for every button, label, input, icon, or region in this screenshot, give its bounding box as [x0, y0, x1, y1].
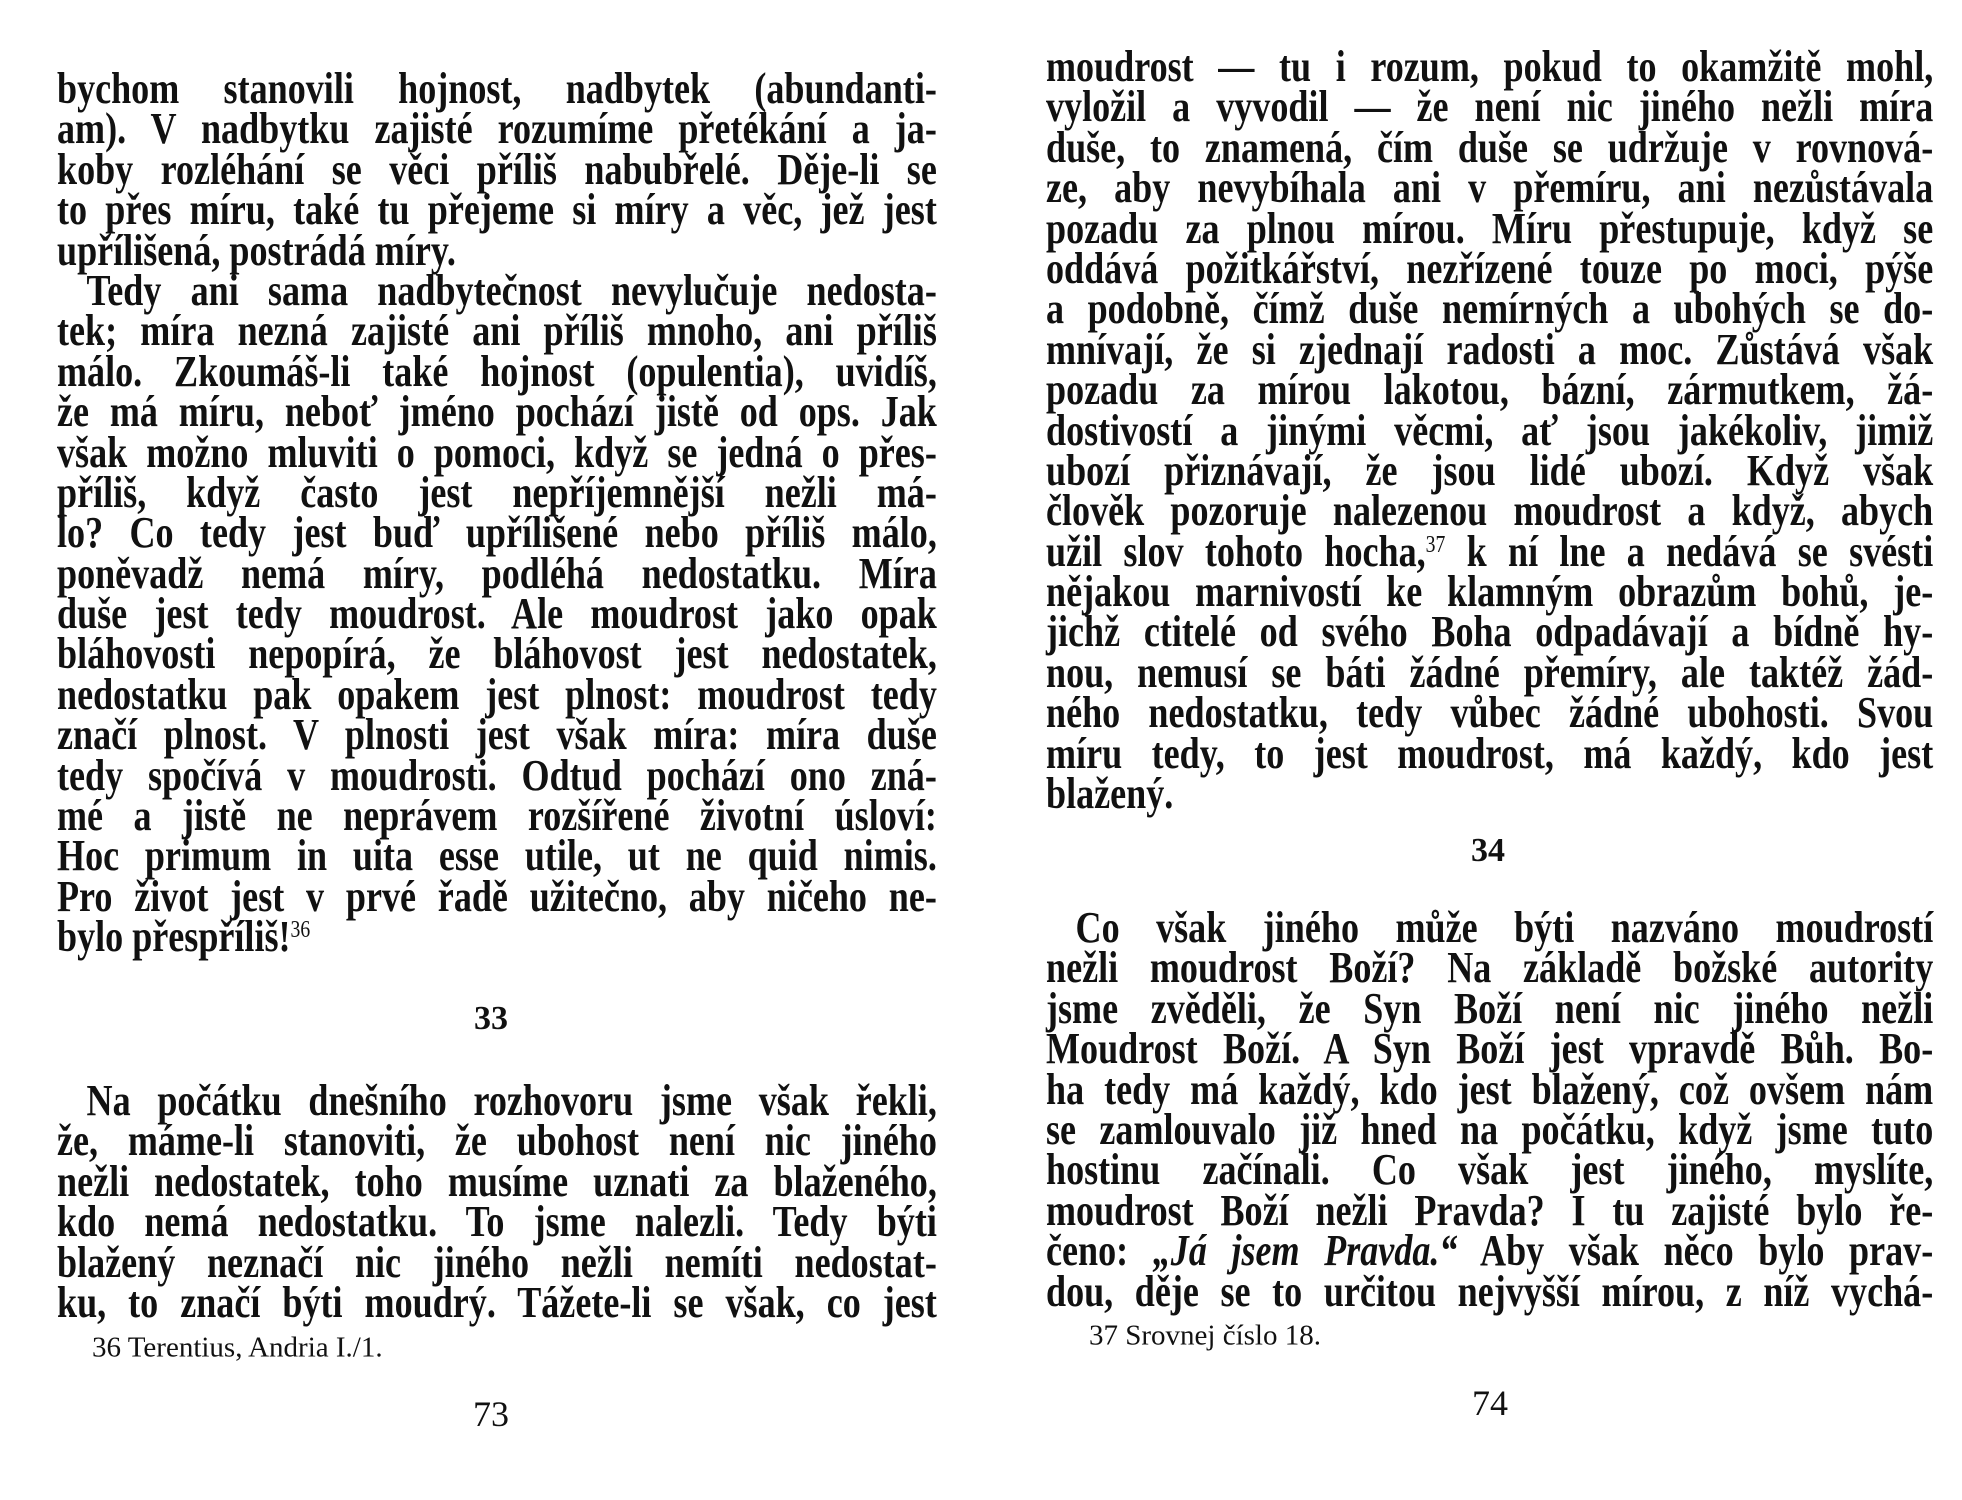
- text-line: [1046, 1185, 1934, 1235]
- left-text-block-1: [57, 64, 937, 962]
- italic-quote: „Já jsem Pravda.“: [1152, 1226, 1458, 1276]
- line-text: tedy spočívá v moudrosti. Odtud pochází ono zná-: [57, 750, 937, 800]
- text-line: [1046, 445, 1934, 495]
- text-line: [57, 1237, 937, 1287]
- text-line: [1046, 983, 1934, 1033]
- line-text: blažený neznačí nic jiného nežli nemíti nedostat-: [57, 1237, 937, 1287]
- line-text: bychom stanovili hojnost, nadbytek (abundanti-: [57, 64, 937, 113]
- line-text: ného nedostatku, tedy vůbec žádné ubohosti. Svou: [1046, 688, 1934, 738]
- line-text: však možno mluviti o pomoci, když se jedná o přes-: [57, 427, 937, 477]
- text-line: [57, 912, 937, 962]
- line-text: že, máme-li stanoviti, že ubohost není nic jiného: [57, 1116, 937, 1166]
- line-text: upřílišená, postrádá míry.: [57, 225, 456, 275]
- text-line: [1046, 526, 1934, 576]
- line-text: ha tedy má každý, kdo jest blažený, což ovšem nám: [1046, 1064, 1934, 1114]
- text-line: [57, 225, 937, 275]
- line-text: moudrost Boží nežli Pravda? I tu zajisté bylo ře-: [1046, 1185, 1934, 1235]
- footnote-reference: 37: [1425, 531, 1446, 558]
- line-text: lo? Co tedy jest buď upřílišené nebo příliš málo,: [57, 508, 937, 558]
- line-text: že má míru, neboť jméno pochází jistě od ops. Jak: [57, 387, 937, 437]
- text-line: [1046, 243, 1934, 293]
- text-line: [57, 1277, 937, 1327]
- line-text: mnívají, že si zjednají radosti a moc. Zůstává však: [1046, 324, 1934, 374]
- text-line: [1046, 567, 1934, 617]
- line-text: Moudrost Boží. A Syn Boží jest vpravdě Bůh. Bo-: [1046, 1024, 1934, 1074]
- text-line: [1046, 203, 1934, 253]
- text-line: [1046, 324, 1934, 374]
- line-text: poněvadž nemá míry, podléhá nedostatku. Míra: [57, 548, 937, 598]
- line-text: dou, děje se to určitou nejvyšší mírou, z níž vychá-: [1046, 1266, 1934, 1316]
- text-line: [57, 1156, 937, 1206]
- text-line: [1046, 284, 1934, 334]
- text-line: [57, 427, 937, 477]
- line-text-continued: k ní lne a nedává se svésti: [1445, 526, 1934, 576]
- line-text: hostinu začínali. Co však jest jiného, myslíte,: [1046, 1145, 1934, 1195]
- text-line: [1046, 769, 1933, 819]
- text-line: [1046, 1266, 1934, 1316]
- line-text: člověk pozoruje nalezenou moudrost a když, abych: [1046, 486, 1934, 536]
- text-line: [57, 871, 937, 921]
- text-line: [57, 1197, 937, 1247]
- text-line: [57, 387, 937, 437]
- text-line: [1046, 1064, 1934, 1114]
- text-line: [1046, 728, 1934, 778]
- line-text: mé a jistě ne neprávem rozšířené životní úsloví:: [57, 791, 937, 841]
- text-line: [1046, 82, 1934, 132]
- left-text-block-2: [57, 1076, 937, 1327]
- line-text-continued: Aby však něco bylo prav-: [1457, 1226, 1934, 1276]
- line-text: dostivostí a jinými věcmi, ať jsou jakékoliv, jimiž: [1046, 405, 1934, 455]
- line-text: Na počátku dnešního rozhovoru jsme však řekli,: [86, 1076, 937, 1125]
- line-text: to přes míru, také tu přejeme si míry a věc, jež jest: [57, 185, 937, 235]
- left-page-number: 73: [473, 1394, 509, 1434]
- text-line: [57, 669, 937, 719]
- line-text: am). V nadbytku zajisté rozumíme přetékání a ja-: [57, 104, 937, 154]
- text-line: [1046, 943, 1934, 993]
- line-text: blažený.: [1046, 769, 1174, 819]
- line-text: Co však jiného může býti nazváno moudrostí: [1075, 903, 1934, 952]
- line-text: Pro život jest v prvé řadě užitečno, aby ničeho ne-: [57, 871, 937, 921]
- text-line: [57, 589, 937, 639]
- line-text: tek; míra nezná zajisté ani příliš mnoho, ani příliš: [57, 306, 937, 356]
- line-text: ze, aby nevybíhala ani v přemíru, ani nezůstávala: [1046, 163, 1934, 213]
- line-text: čeno:: [1046, 1226, 1153, 1276]
- text-line: [57, 265, 937, 315]
- line-text: nou, nemusí se báti žádné přemíry, ale taktéž žád-: [1046, 647, 1934, 697]
- line-text: jsme zvěděli, že Syn Boží není nic jiného nežli: [1046, 983, 1934, 1033]
- line-text: příliš, když často jest nepříjemnější nežli má-: [57, 467, 937, 517]
- right-text-block-1: [1046, 42, 1934, 819]
- text-line: [1046, 903, 1934, 952]
- text-line: [1046, 1145, 1934, 1195]
- right-text-block-2: [1046, 903, 1934, 1316]
- text-line: [57, 710, 937, 760]
- line-text: nežli moudrost Boží? Na základě božské autority: [1046, 943, 1934, 993]
- line-text: nežli nedostatek, toho musíme uznati za blaženého,: [57, 1156, 937, 1206]
- line-text: nějakou marnivostí ke klamným obrazům bohů, je-: [1046, 567, 1934, 617]
- line-text: vyložil a vyvodil — že není nic jiného nežli míra: [1046, 82, 1934, 132]
- line-text: bláhovosti nepopírá, že bláhovost jest nedostatek,: [57, 629, 937, 679]
- line-text: bylo přespříliš!: [57, 912, 291, 962]
- line-text: užil slov tohoto hocha,: [1046, 526, 1426, 576]
- left-footnote: 36 Terentius, Andria I./1.: [92, 1331, 383, 1364]
- text-line: [57, 831, 937, 881]
- text-line: [1046, 647, 1934, 697]
- text-line: [57, 508, 937, 558]
- text-line: [1046, 607, 1934, 657]
- line-text: ubozí přiznávají, že jsou lidé ubozí. Když však: [1046, 445, 1934, 495]
- text-line: [57, 64, 937, 113]
- right-footnote: 37 Srovnej číslo 18.: [1089, 1319, 1321, 1352]
- text-line: [57, 750, 937, 800]
- text-line: [57, 144, 937, 194]
- line-text: málo. Zkoumáš-li také hojnost (opulentia), uvidíš,: [57, 346, 937, 396]
- left-section-number: 33: [474, 1000, 508, 1037]
- line-text: koby rozléhání se věci příliš nabubřelé. Děje-li se: [57, 144, 937, 194]
- line-text: jichž ctitelé od svého Boha odpadávají a bídně hy-: [1046, 607, 1934, 657]
- text-line: [1046, 1024, 1934, 1074]
- text-line: [57, 346, 937, 396]
- line-text: ku, to značí býti moudrý. Tážete-li se však, co jest: [57, 1277, 937, 1327]
- text-line: [1046, 365, 1934, 415]
- footnote-reference: 36: [290, 917, 311, 944]
- text-line: [57, 185, 937, 235]
- text-line: [1046, 1104, 1934, 1154]
- line-text: pozadu za plnou mírou. Míru přestupuje, když se: [1046, 203, 1934, 253]
- line-text: se zamlouvalo již hned na počátku, když jsme tuto: [1046, 1104, 1934, 1154]
- right-page-number: 74: [1472, 1383, 1508, 1423]
- line-text: značí plnost. V plnosti jest však míra: míra duše: [57, 710, 937, 760]
- line-text: nedostatku pak opakem jest plnost: moudrost tedy: [57, 669, 937, 719]
- text-line: [1046, 42, 1934, 91]
- line-text: oddává požitkářství, nezřízené touze po moci, pýše: [1046, 243, 1934, 293]
- line-text: a podobně, čímž duše nemírných a ubohých se do-: [1046, 284, 1934, 334]
- line-text: duše, to znamená, čím duše se udržuje v rovnová-: [1046, 122, 1934, 172]
- text-line: [1046, 122, 1934, 172]
- text-line: [57, 629, 937, 679]
- text-line: [1046, 1226, 1934, 1276]
- text-line: [57, 1076, 937, 1125]
- text-line: [1046, 486, 1934, 536]
- text-line: [57, 104, 937, 154]
- line-text: Tedy ani sama nadbytečnost nevylučuje nedosta-: [86, 265, 937, 315]
- text-line: [57, 548, 937, 598]
- right-section-number: 34: [1471, 832, 1505, 869]
- line-text: Hoc primum in uita esse utile, ut ne quid nimis.: [57, 831, 937, 881]
- line-text: pozadu za mírou lakotou, bázní, zármutkem, žá-: [1046, 365, 1934, 415]
- text-line: [57, 467, 937, 517]
- text-line: [57, 306, 937, 356]
- line-text: kdo nemá nedostatku. To jsme nalezli. Tedy býti: [57, 1197, 937, 1247]
- text-line: [1046, 405, 1934, 455]
- text-line: [57, 791, 937, 841]
- text-line: [1046, 688, 1934, 738]
- line-text: míru tedy, to jest moudrost, má každý, kdo jest: [1046, 728, 1934, 778]
- line-text: moudrost — tu i rozum, pokud to okamžitě mohl,: [1046, 42, 1934, 91]
- text-line: [1046, 163, 1934, 213]
- text-line: [57, 1116, 937, 1166]
- line-text: duše jest tedy moudrost. Ale moudrost jako opak: [57, 589, 937, 639]
